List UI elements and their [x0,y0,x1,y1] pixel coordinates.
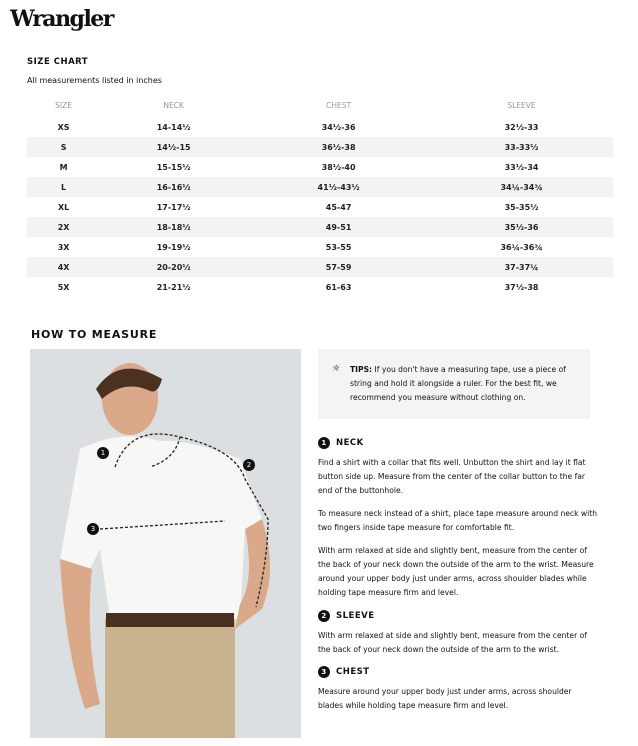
wrangler-logo: Wrangler [10,6,113,32]
table-cell: 4X [27,257,100,277]
column-header: SIZE [55,101,72,110]
lightbulb-icon: ☼ [332,364,341,374]
table-cell: 37-37¼ [430,257,613,277]
table-cell: 17-17½ [156,202,191,212]
table-cell: 49-51 [247,217,430,237]
size-chart-title: SIZE CHART [27,57,89,67]
table-row [27,237,613,257]
table-row [27,217,613,237]
size-chart-subtitle: All measurements listed in inches [27,76,162,85]
table-cell: L [27,177,100,197]
tips-label: TIPS: [350,365,373,374]
number-3-icon: 3 [318,666,330,678]
table-row [27,117,613,137]
table-cell: 3X [57,242,70,252]
table-row [27,257,613,277]
table-cell: 35-35½ [504,202,539,212]
table-row [27,197,613,217]
table-cell: 57-59 [247,257,430,277]
table-cell: 5X [57,282,70,292]
table-cell: 38½-40 [321,162,356,172]
sleeve-text: With arm relaxed at side and slightly bent, measure from the center of the back of your neck down the outside of the arm to the wrist. [318,631,587,654]
sleeve-section [318,609,598,657]
table-cell: 34½-36 [321,122,356,132]
tips-box [318,349,590,419]
table-cell: XL [57,202,70,212]
table-cell: 16-16½ [100,177,247,197]
table-cell: 36½-38 [247,137,430,157]
table-cell: 45-47 [325,202,352,212]
neck-heading: NECK [336,438,364,448]
table-cell: 33½-34 [504,162,539,172]
neck-section [318,436,598,600]
table-cell: 37½-38 [504,282,539,292]
table-cell: 36¼-36¾ [500,242,543,252]
table-cell: S [27,137,100,157]
table-row [27,157,613,177]
sleeve-heading: SLEEVE [336,611,375,621]
table-cell: 35½-36 [430,217,613,237]
neck-text-2: To measure neck instead of a shirt, place tape measure around neck with two fingers inside tape measure for comfortable fit. [318,509,598,532]
table-cell: 53-55 [325,242,352,252]
tips-text: If you don't have a measuring tape, use a piece of string and hold it alongside a ruler. For the best fit, we recommend you measure without clothing on. [350,365,566,402]
chest-heading: CHEST [336,667,370,677]
table-cell: 34¼-34¾ [430,177,613,197]
table-cell: 33-33½ [430,137,613,157]
column-header: NECK [163,101,184,110]
column-header: SLEEVE [507,101,536,110]
neck-text-1: Find a shirt with a collar that fits well. Unbutton the shirt and lay it flat button side up. Measure from the center of the collar button to the far end of the buttonhole. [318,458,586,495]
table-cell: XS [57,122,70,132]
table-cell: 20-20½ [100,257,247,277]
table-cell: 21-21½ [156,282,191,292]
table-cell: 41½-43½ [247,177,430,197]
table-cell: 14½-15 [100,137,247,157]
model-photo [30,349,301,738]
marker-sleeve: 2 [243,459,255,471]
table-cell: 2X [27,217,100,237]
table-cell: 32½-33 [504,122,539,132]
number-2-icon: 2 [318,610,330,622]
how-to-measure-title: HOW TO MEASURE [31,328,158,341]
table-row [27,177,613,197]
marker-neck: 1 [97,447,109,459]
table-row [27,277,613,297]
table-cell: 15-15½ [156,162,191,172]
marker-chest: 3 [87,523,99,535]
table-cell: M [59,162,68,172]
size-table [27,94,613,297]
table-cell: 18-18½ [100,217,247,237]
column-header: CHEST [326,101,352,110]
neck-text-3: With arm relaxed at side and slightly bent, measure from the center of the back of your neck down the outside of the arm to the wrist. Measure around your upper body just under arms, across shoulder blades while holding tape measure firm and level. [318,546,594,597]
chest-section [318,665,598,713]
table-cell: 19-19½ [156,242,191,252]
number-1-icon: 1 [318,437,330,449]
table-row [27,137,613,157]
chest-text: Measure around your upper body just under arms, across shoulder blades while holding tape measure firm and level. [318,687,572,710]
table-cell: 14-14½ [156,122,191,132]
table-cell: 61-63 [325,282,352,292]
